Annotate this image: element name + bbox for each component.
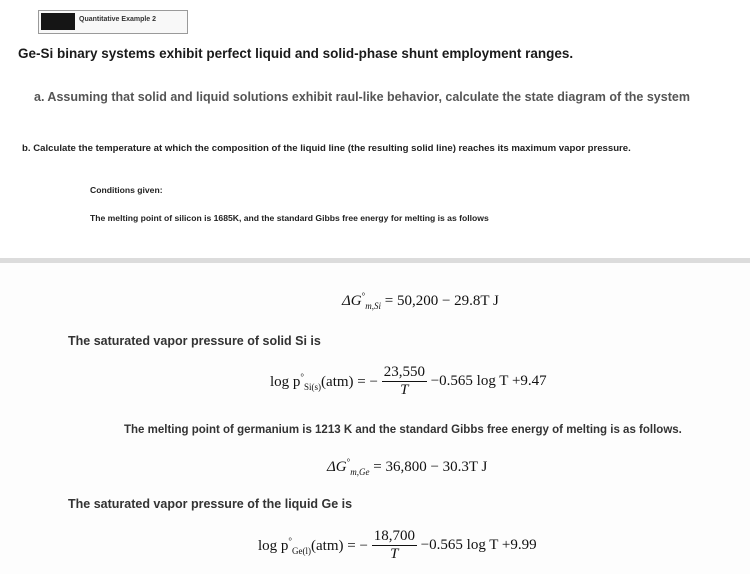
si-vapor-fraction xyxy=(382,364,427,399)
si-vapor-label: The saturated vapor pressure of solid Si is xyxy=(68,334,321,348)
si-vapor-denominator: T xyxy=(400,382,409,398)
ge-vapor-rhs: −0.565 log T +9.99 xyxy=(420,537,537,553)
gibbs-si-lhs: ΔG xyxy=(342,293,362,309)
si-vapor-equation xyxy=(270,364,547,399)
gibbs-ge-rhs: = 36,800 − 30.3T J xyxy=(369,459,488,475)
ge-vapor-label: The saturated vapor pressure of the liquid Ge is xyxy=(68,497,353,511)
gibbs-ge-equation xyxy=(327,457,487,477)
conditions-title: Conditions given: xyxy=(90,185,163,195)
si-vapor-numerator: 23,550 xyxy=(383,364,425,380)
gibbs-si-sup: ° xyxy=(361,291,366,301)
ge-vapor-fraction xyxy=(372,528,417,563)
part-b: b. Calculate the temperature at which the composition of the liquid line (the resulting solid line) reaches its maximum vapor pressure. xyxy=(22,143,631,154)
si-vapor-sup: ° xyxy=(300,371,305,382)
part-a: a. Assuming that solid and liquid solutions exhibit raul-like behavior, calculate the state diagram of the system xyxy=(34,90,690,104)
gibbs-ge-sup: ° xyxy=(346,457,351,467)
si-vapor-log: log p xyxy=(270,373,301,390)
gibbs-si-equation xyxy=(342,291,499,311)
header-black-block xyxy=(41,13,75,30)
ge-vapor-equation xyxy=(258,528,537,563)
si-vapor-lhs xyxy=(270,372,378,392)
ge-vapor-sub: Ge(l) xyxy=(292,545,312,556)
si-melting-text: The melting point of silicon is 1685K, and the standard Gibbs free energy for melting is as follows xyxy=(90,213,489,223)
si-vapor-rhs: −0.565 log T +9.47 xyxy=(430,373,547,389)
problem-statement: Ge-Si binary systems exhibit perfect liquid and solid-phase shunt employment ranges. xyxy=(18,46,574,61)
ge-vapor-unit: (atm) = − xyxy=(311,537,368,554)
si-vapor-sub: Si(s) xyxy=(304,381,322,392)
gibbs-si-rhs: = 50,200 − 29.8T J xyxy=(381,293,499,309)
example-label: Quantitative Example 2 xyxy=(79,16,157,23)
gibbs-ge-sub: m,Ge xyxy=(350,467,370,477)
gibbs-si-sub: m,Si xyxy=(365,301,381,311)
si-vapor-unit: (atm) = − xyxy=(321,373,378,390)
ge-vapor-log: log p xyxy=(258,537,289,554)
example-header xyxy=(38,10,188,34)
ge-vapor-sup: ° xyxy=(288,535,293,546)
ge-vapor-denominator: T xyxy=(390,546,399,562)
ge-vapor-numerator: 18,700 xyxy=(373,528,415,544)
ge-vapor-lhs xyxy=(258,536,368,556)
gibbs-ge-lhs: ΔG xyxy=(327,459,347,475)
ge-melting-text: The melting point of germanium is 1213 K and the standard Gibbs free energy of melting is as follows. xyxy=(124,424,682,436)
